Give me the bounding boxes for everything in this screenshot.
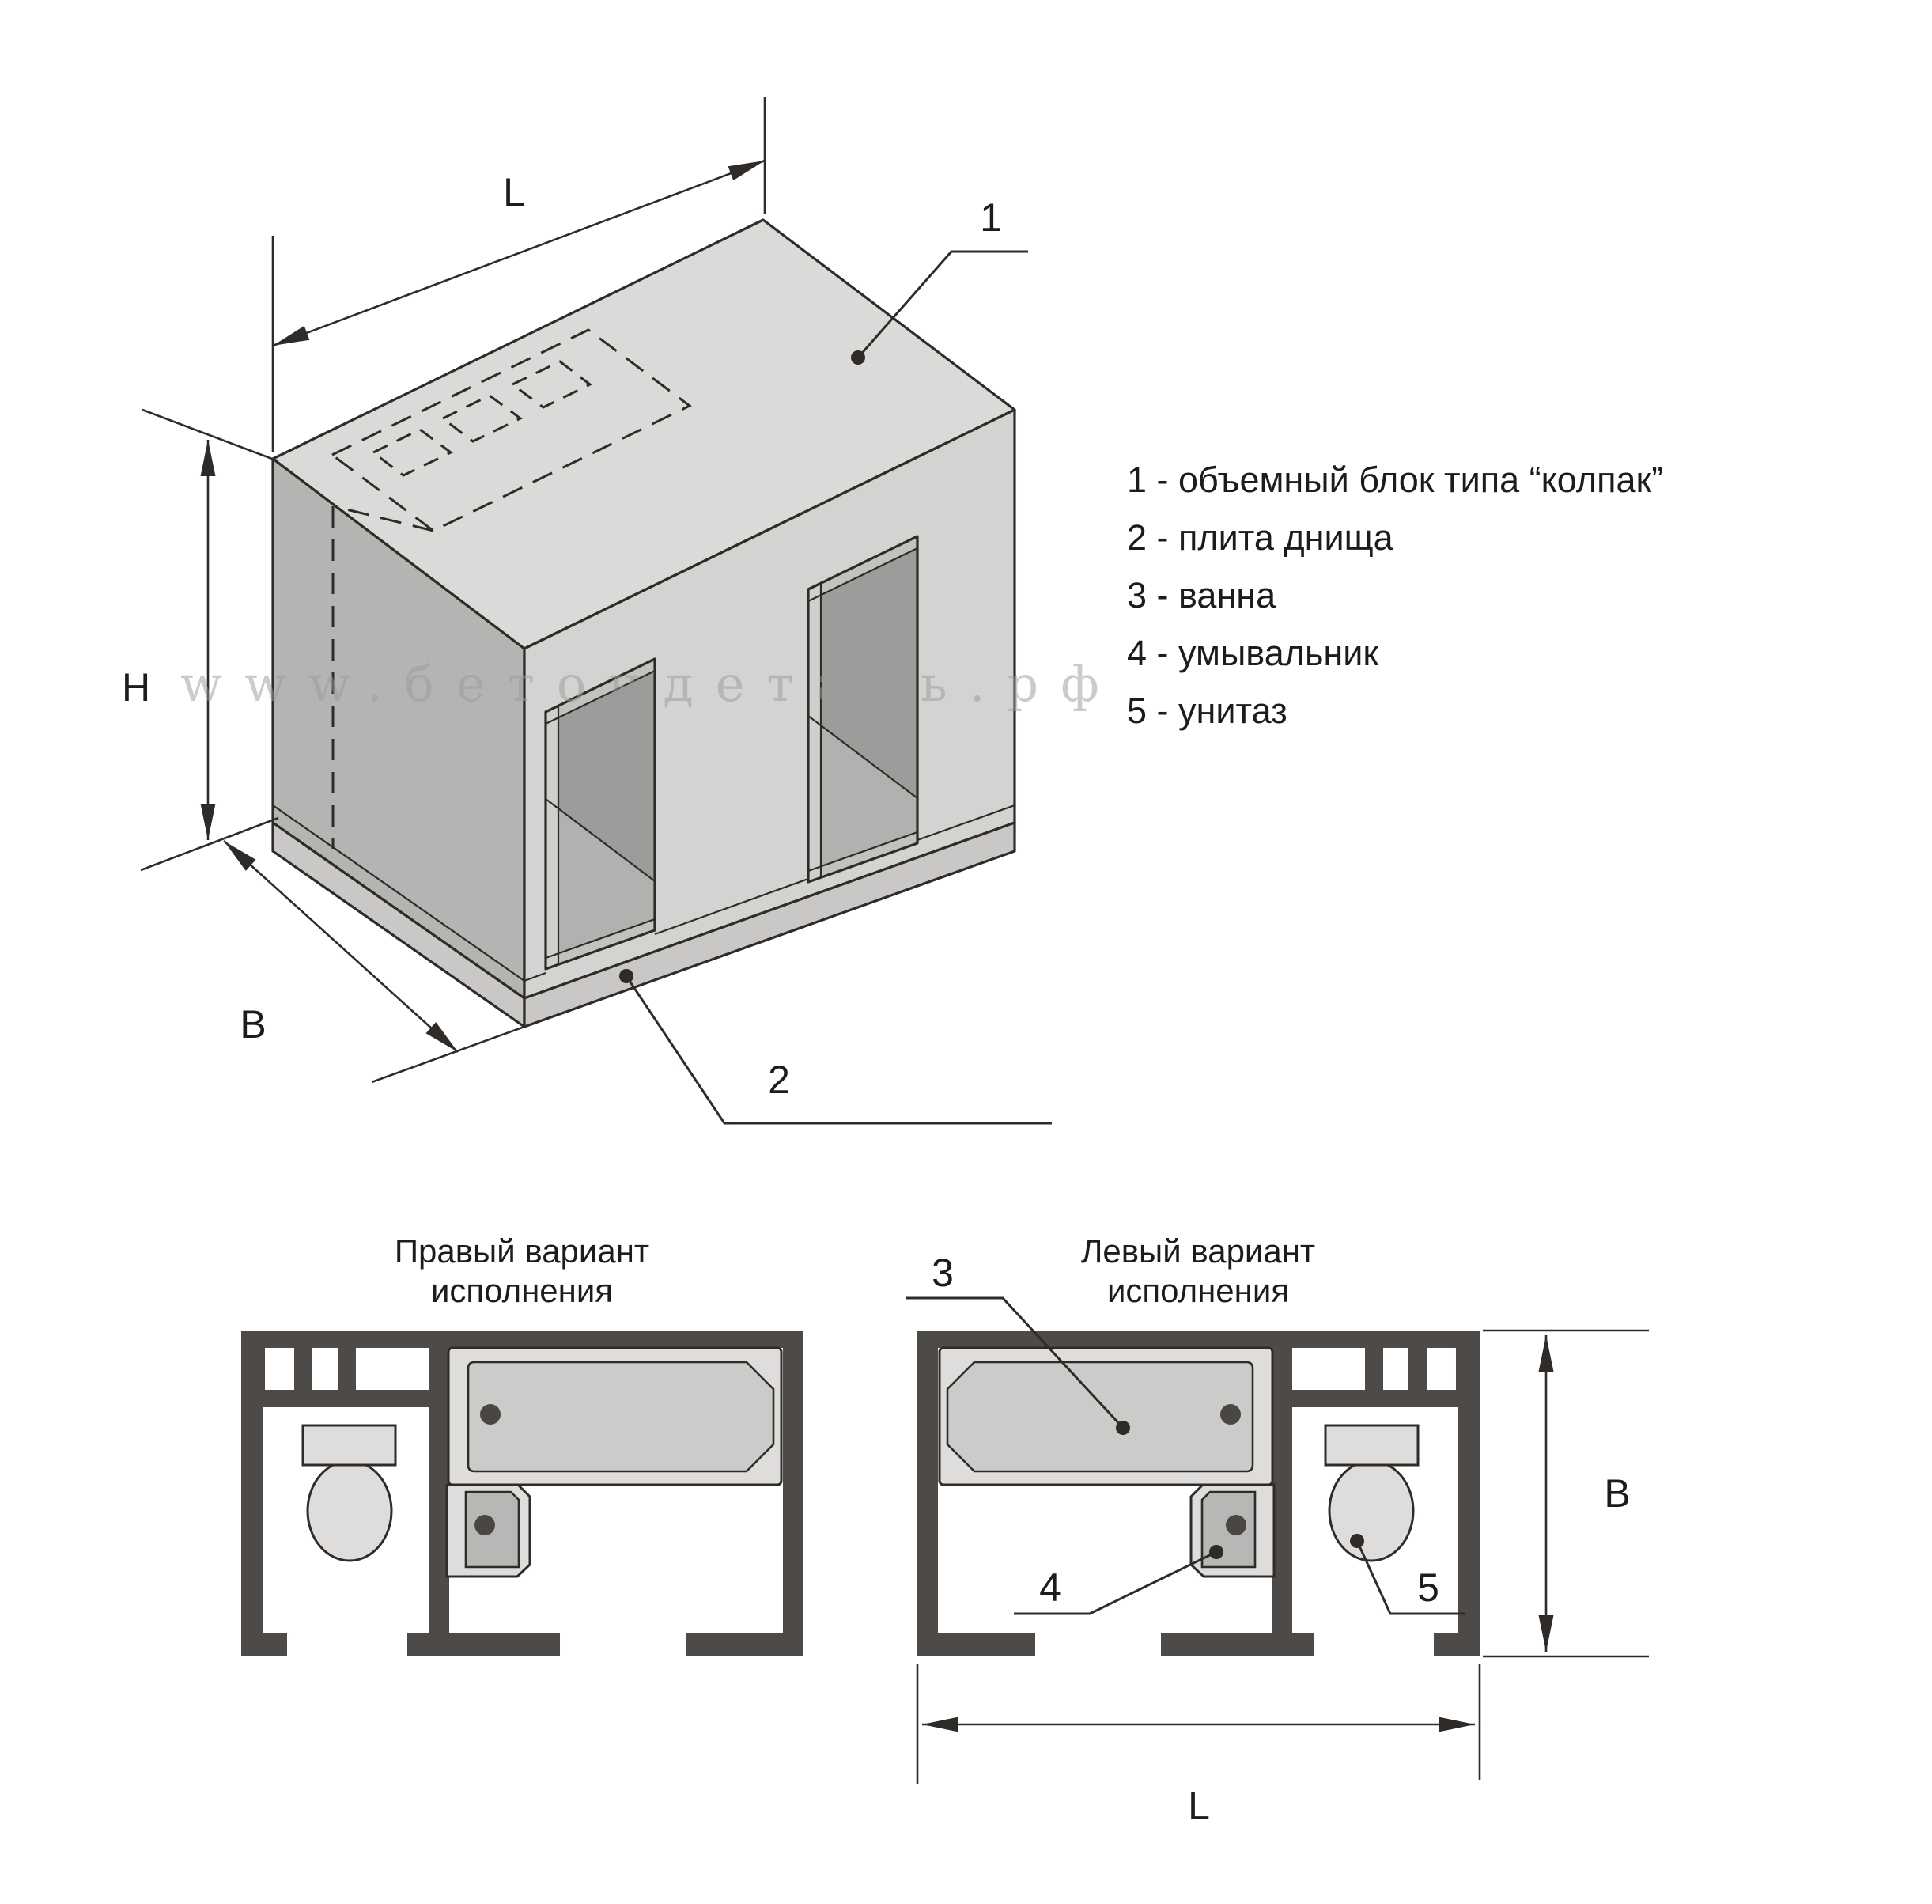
- legend-item-5: 5 - унитаз: [1127, 691, 1287, 731]
- sink-drain: [1226, 1515, 1246, 1535]
- wall-partition: [1272, 1331, 1292, 1633]
- wall-stub: [1434, 1633, 1458, 1656]
- bathtub-drain: [1220, 1404, 1241, 1425]
- plan-right-title-line1: Правый вариант: [394, 1232, 650, 1270]
- vent-duct: [1427, 1348, 1456, 1390]
- vent-duct: [1383, 1348, 1408, 1390]
- legend: [1127, 460, 1663, 731]
- legend-item-3: 3 - ванна: [1127, 575, 1276, 615]
- plan-right-variant: [241, 1232, 803, 1656]
- wall-stub: [938, 1633, 1035, 1656]
- plan-right-title-line2: исполнения: [430, 1272, 614, 1309]
- plan-width-label: B: [1604, 1471, 1631, 1516]
- bathtub-basin: [468, 1362, 773, 1471]
- legend-item-2: 2 - плита днища: [1127, 517, 1393, 558]
- watermark-text: www.бетондеталь.рф: [180, 655, 1121, 713]
- wall-left: [241, 1331, 263, 1656]
- wall-stub: [407, 1633, 560, 1656]
- callout-sink-label: 4: [1039, 1565, 1061, 1610]
- wall-partition: [429, 1331, 449, 1633]
- callout-toilet-label: 5: [1417, 1565, 1439, 1610]
- callout-block-label: 1: [980, 195, 1002, 240]
- wall-stub: [1161, 1633, 1314, 1656]
- legend-item-4: 4 - умывальник: [1127, 633, 1379, 673]
- plan-left-variant: [906, 1232, 1649, 1828]
- isometric-block-view: [122, 97, 1121, 1123]
- plan-length-label: L: [1188, 1784, 1210, 1828]
- plan-left-title-line1: Левый вариант: [1080, 1232, 1316, 1270]
- wall-right: [1458, 1331, 1480, 1656]
- plan-dimension-length: [917, 1664, 1480, 1828]
- plan-left-title-line2: исполнения: [1106, 1272, 1290, 1309]
- toilet-tank: [1325, 1425, 1418, 1465]
- bathtub-drain: [480, 1404, 501, 1425]
- wall-stub: [263, 1633, 287, 1656]
- plan-dimension-width: [1483, 1331, 1649, 1656]
- wall-right: [783, 1331, 803, 1656]
- callout-base-slab: [619, 969, 1052, 1123]
- callout-bathtub-label: 3: [932, 1251, 954, 1295]
- wall-stub: [686, 1633, 783, 1656]
- toilet-bowl: [1329, 1461, 1413, 1561]
- width-label: B: [240, 1002, 267, 1047]
- vent-duct: [312, 1348, 338, 1390]
- toilet-bowl: [308, 1461, 391, 1561]
- toilet-tank: [303, 1425, 395, 1465]
- height-label: H: [121, 665, 151, 710]
- vent-duct: [356, 1348, 429, 1390]
- wall-left: [917, 1331, 938, 1656]
- vent-duct: [1292, 1348, 1365, 1390]
- bathtub-basin: [947, 1362, 1253, 1471]
- length-label: L: [503, 170, 525, 214]
- callout-slab-label: 2: [768, 1058, 790, 1102]
- vent-duct: [265, 1348, 294, 1390]
- sink-drain: [474, 1515, 495, 1535]
- dimension-height: [122, 410, 278, 870]
- legend-item-1: 1 - объемный блок типа “колпак”: [1127, 460, 1664, 500]
